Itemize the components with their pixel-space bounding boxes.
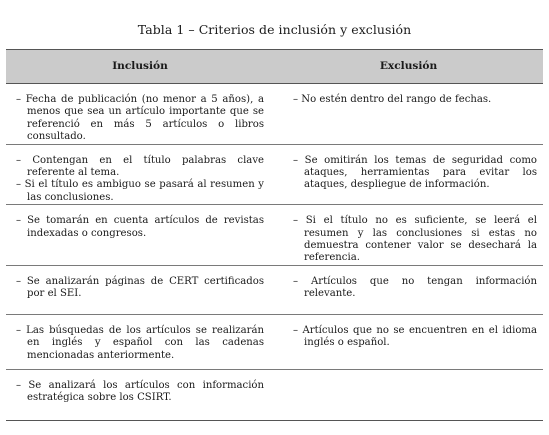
exclusion-item: – Se omitirán los temas de seguridad como ataques, herramientas para evitar los ataques, despliegue de información.	[293, 155, 537, 192]
exclusion-item: – Artículos que no se encuentren en el idioma inglés o español.	[293, 325, 537, 350]
exclusion-cell	[274, 84, 543, 145]
exclusion-item: – Artículos que no tengan información relevante.	[293, 276, 537, 301]
exclusion-cell	[274, 369, 543, 420]
inclusion-item: – Se analizará los artículos con información estratégica sobre los CSIRT.	[16, 380, 264, 405]
table-row	[6, 205, 543, 266]
table-row	[6, 369, 543, 420]
exclusion-cell	[274, 314, 543, 369]
inclusion-cell	[6, 205, 274, 266]
exclusion-cell	[274, 265, 543, 314]
inclusion-item: – Fecha de publicación (no menor a 5 años), a menos que sea un artículo importante que se referenció en más 5 artículos o libros consultado.	[16, 94, 264, 144]
inclusion-cell	[6, 314, 274, 369]
exclusion-cell	[274, 205, 543, 266]
table-row	[6, 314, 543, 369]
table-header-row	[6, 50, 543, 84]
inclusion-cell	[6, 265, 274, 314]
exclusion-cell	[274, 144, 543, 205]
column-header-exclusion: Exclusión	[274, 50, 543, 84]
inclusion-item: – Se analizarán páginas de CERT certificados por el SEI.	[16, 276, 264, 301]
inclusion-cell	[6, 369, 274, 420]
exclusion-item: – No estén dentro del rango de fechas.	[293, 94, 537, 106]
inclusion-item: – Si el título es ambiguo se pasará al resumen y las conclusiones.	[16, 179, 264, 204]
table-row	[6, 84, 543, 145]
column-header-inclusion: Inclusión	[6, 50, 274, 84]
exclusion-item: – Si el título no es suficiente, se leerá el resumen y las conclusiones si estas no demuestra contener valor se desechará la referencia.	[293, 215, 537, 265]
table-caption: Tabla 1 – Criterios de inclusión y exclusión	[137, 22, 412, 37]
inclusion-item: – Las búsquedas de los artículos se realizarán en inglés y español con las cadenas mencionadas anteriormente.	[16, 325, 264, 362]
inclusion-cell	[6, 144, 274, 205]
table-row	[6, 265, 543, 314]
criteria-table	[6, 49, 543, 421]
table-row	[6, 144, 543, 205]
inclusion-item: – Se tomarán en cuenta artículos de revistas indexadas o congresos.	[16, 215, 264, 240]
inclusion-item: – Contengan en el título palabras clave referente al tema.	[16, 155, 264, 180]
inclusion-cell	[6, 84, 274, 145]
